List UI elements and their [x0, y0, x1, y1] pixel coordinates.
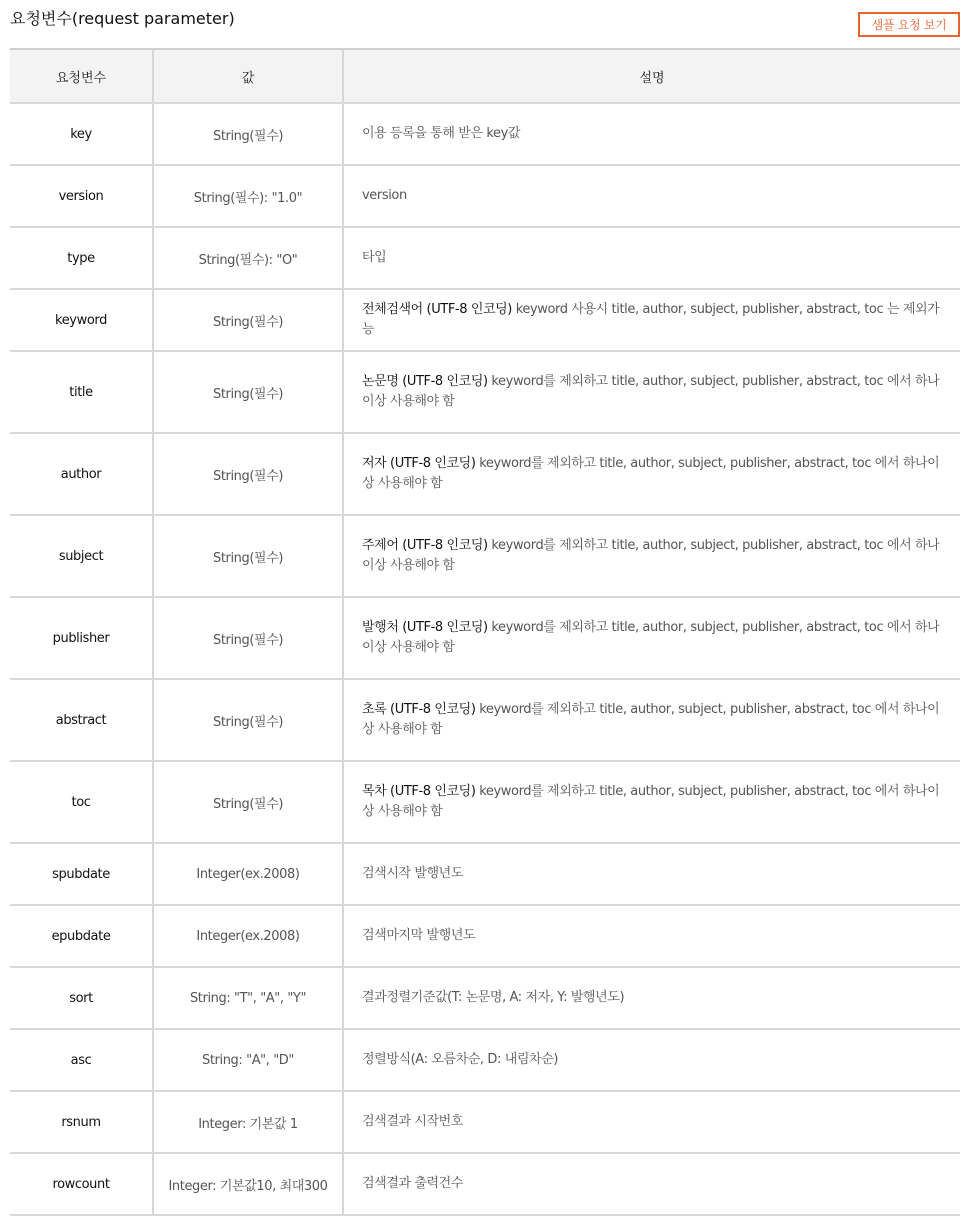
- param-name: author: [10, 433, 153, 515]
- param-value: String(필수): [153, 289, 343, 351]
- param-description-text: keyword를 제외하고 title, author, subject, publisher, abstract, toc 에서 하나이상 사용해야 함: [362, 784, 940, 819]
- param-description-text: keyword를 제외하고 title, author, subject, publisher, abstract, toc 에서 하나이상 사용해야 함: [362, 374, 940, 409]
- table-row: [10, 165, 960, 227]
- param-value: String(필수): [153, 679, 343, 761]
- param-name: publisher: [10, 597, 153, 679]
- param-description-text: 정렬방식(A: 오름차순, D: 내림차순): [362, 1052, 559, 1067]
- table-row: [10, 761, 960, 843]
- param-value: String(필수): [153, 433, 343, 515]
- param-value: String(필수): [153, 761, 343, 843]
- param-description: [343, 433, 960, 515]
- param-description: [343, 843, 960, 905]
- param-description: [343, 351, 960, 433]
- param-description: [343, 227, 960, 289]
- param-description-text: version: [362, 188, 407, 203]
- param-name: epubdate: [10, 905, 153, 967]
- table-row: [10, 1091, 960, 1153]
- param-name: abstract: [10, 679, 153, 761]
- param-description: [343, 967, 960, 1029]
- param-description: [343, 289, 960, 351]
- param-description: [343, 1029, 960, 1091]
- param-value: Integer: 기본값 1: [153, 1091, 343, 1153]
- param-description-text: 이용 등록을 통해 받은 key값: [362, 126, 521, 141]
- table-row: [10, 967, 960, 1029]
- param-value: Integer: 기본값10, 최대300: [153, 1153, 343, 1215]
- param-name: title: [10, 351, 153, 433]
- table-row: [10, 433, 960, 515]
- param-value: String(필수): [153, 597, 343, 679]
- param-description-strong: 발행처 (UTF-8 인코딩): [362, 620, 488, 635]
- param-description-strong: 주제어 (UTF-8 인코딩): [362, 538, 488, 553]
- param-description-text: keyword를 제외하고 title, author, subject, publisher, abstract, toc 에서 하나이상 사용해야 함: [362, 702, 940, 737]
- param-description-text: 검색마지막 발행년도: [362, 928, 476, 943]
- param-name: type: [10, 227, 153, 289]
- param-value: String(필수): "1.0": [153, 165, 343, 227]
- table-row: [10, 351, 960, 433]
- param-description-strong: 저자 (UTF-8 인코딩): [362, 456, 476, 471]
- param-name: subject: [10, 515, 153, 597]
- param-name: key: [10, 103, 153, 165]
- param-value: Integer(ex.2008): [153, 843, 343, 905]
- param-name: asc: [10, 1029, 153, 1091]
- param-description-text: keyword를 제외하고 title, author, subject, publisher, abstract, toc 에서 하나이상 사용해야 함: [362, 538, 940, 573]
- column-header-description: 설명: [343, 49, 960, 103]
- table-row: [10, 843, 960, 905]
- param-description: [343, 165, 960, 227]
- param-name: spubdate: [10, 843, 153, 905]
- param-description-strong: 목차 (UTF-8 인코딩): [362, 784, 476, 799]
- param-value: String: "T", "A", "Y": [153, 967, 343, 1029]
- param-description-text: 검색시작 발행년도: [362, 866, 463, 881]
- param-value: String(필수): [153, 103, 343, 165]
- param-description-strong: 전체검색어 (UTF-8 인코딩): [362, 302, 512, 317]
- param-name: rsnum: [10, 1091, 153, 1153]
- page-title: 요청변수(request parameter): [10, 9, 235, 28]
- param-description: [343, 1091, 960, 1153]
- param-value: String(필수): [153, 351, 343, 433]
- table-row: [10, 679, 960, 761]
- param-value: String: "A", "D": [153, 1029, 343, 1091]
- table-header-row: [10, 49, 960, 103]
- table-row: [10, 103, 960, 165]
- param-description: [343, 515, 960, 597]
- table-row: [10, 1029, 960, 1091]
- param-description: [343, 761, 960, 843]
- param-description-text: keyword를 제외하고 title, author, subject, publisher, abstract, toc 에서 하나이상 사용해야 함: [362, 456, 940, 491]
- column-header-param: 요청변수: [10, 49, 153, 103]
- param-description: [343, 679, 960, 761]
- param-description-text: keyword 사용시 title, author, subject, publisher, abstract, toc 는 제외가능: [362, 302, 940, 337]
- param-value: String(필수): [153, 515, 343, 597]
- request-parameter-table: [10, 48, 960, 1216]
- param-description-text: keyword를 제외하고 title, author, subject, publisher, abstract, toc 에서 하나이상 사용해야 함: [362, 620, 940, 655]
- table-row: [10, 515, 960, 597]
- sample-request-button[interactable]: 샘플 요청 보기: [858, 12, 960, 37]
- param-description-strong: 논문명 (UTF-8 인코딩): [362, 374, 488, 389]
- table-row: [10, 227, 960, 289]
- page-header: [10, 8, 960, 38]
- param-description-text: 검색결과 출력건수: [362, 1176, 463, 1191]
- param-description: [343, 1153, 960, 1215]
- table-row: [10, 597, 960, 679]
- param-description-strong: 초록 (UTF-8 인코딩): [362, 702, 476, 717]
- param-description: [343, 103, 960, 165]
- param-value: Integer(ex.2008): [153, 905, 343, 967]
- param-value: String(필수): "O": [153, 227, 343, 289]
- param-description-text: 타입: [362, 250, 387, 265]
- param-description-text: 결과정렬기준값(T: 논문명, A: 저자, Y: 발행년도): [362, 990, 625, 1005]
- param-description: [343, 597, 960, 679]
- column-header-value: 값: [153, 49, 343, 103]
- table-row: [10, 289, 960, 351]
- table-row: [10, 905, 960, 967]
- param-name: rowcount: [10, 1153, 153, 1215]
- param-name: toc: [10, 761, 153, 843]
- param-name: keyword: [10, 289, 153, 351]
- param-name: version: [10, 165, 153, 227]
- param-description-text: 검색결과 시작번호: [362, 1114, 463, 1129]
- param-description: [343, 905, 960, 967]
- table-row: [10, 1153, 960, 1215]
- param-name: sort: [10, 967, 153, 1029]
